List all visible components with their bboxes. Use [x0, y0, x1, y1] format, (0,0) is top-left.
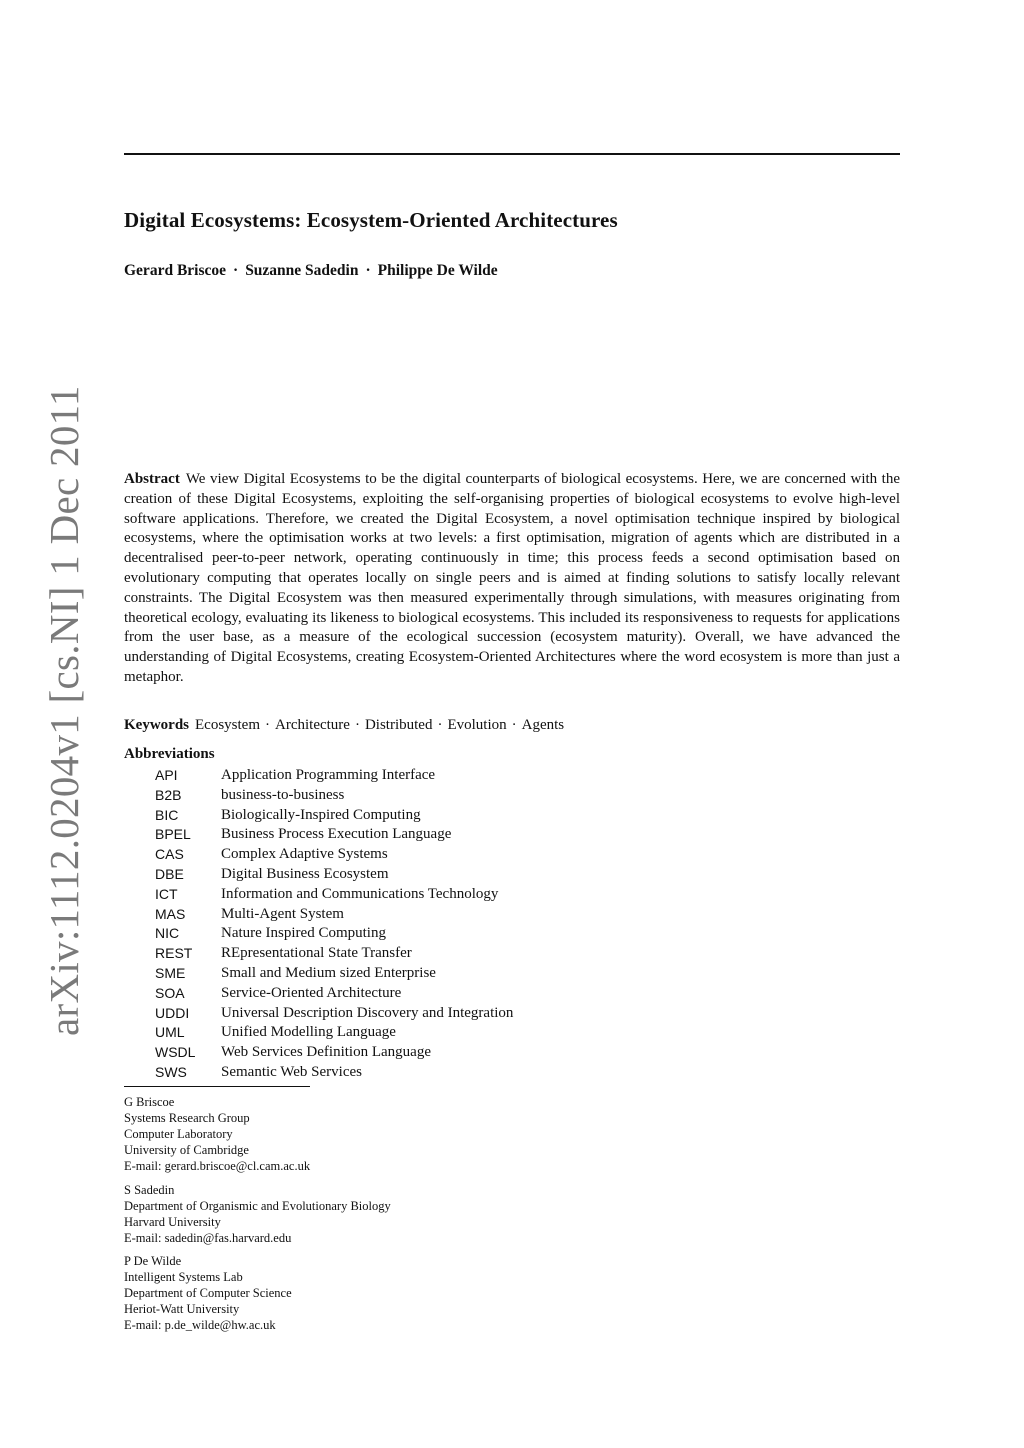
abbreviation-row — [155, 845, 513, 865]
abbreviation-row — [155, 944, 513, 964]
abbreviation-row — [155, 924, 513, 944]
header-rule — [124, 153, 900, 155]
abbreviation-value: Biologically-Inspired Computing — [221, 806, 421, 823]
keyword-separator: · — [511, 717, 517, 733]
keyword: Agents — [521, 717, 565, 733]
abbreviation-row — [155, 964, 513, 984]
abbreviation-value: Semantic Web Services — [221, 1063, 362, 1080]
abbreviation-key: BIC — [155, 806, 179, 823]
author-name: Suzanne Sadedin — [245, 262, 359, 279]
abbreviation-key: BPEL — [155, 826, 191, 843]
abbreviation-key: UML — [155, 1024, 185, 1041]
abbreviation-row — [155, 1063, 513, 1083]
author-separator: · — [365, 262, 371, 279]
abbreviation-row — [155, 1023, 513, 1043]
author-list — [124, 262, 498, 280]
keyword-separator: · — [265, 717, 270, 733]
affiliation-line: Harvard University — [124, 1215, 221, 1229]
author-name: Philippe De Wilde — [377, 262, 498, 279]
affiliation-line: Intelligent Systems Lab — [124, 1270, 243, 1284]
footnote-rule — [124, 1086, 310, 1087]
affiliation-sadedin — [124, 1182, 391, 1246]
abbreviation-key: SOA — [155, 984, 185, 1001]
abbreviation-key: NIC — [155, 925, 180, 942]
keyword: Distributed — [364, 717, 433, 733]
abbreviation-row — [155, 825, 513, 845]
abbreviation-key: SME — [155, 964, 186, 981]
author-name: Gerard Briscoe — [124, 262, 227, 279]
keyword: Architecture — [275, 717, 350, 733]
affiliation-email: E-mail: p.de_wilde@hw.ac.uk — [124, 1318, 276, 1332]
abbreviation-key: B2B — [155, 786, 182, 803]
abbreviation-row — [155, 806, 513, 826]
abbreviation-value: Web Services Definition Language — [221, 1044, 431, 1061]
paper-title: Digital Ecosystems: Ecosystem-Oriented Architectures — [124, 208, 618, 232]
affiliation-line: P De Wilde — [124, 1254, 182, 1268]
affiliation-line: S Sadedin — [124, 1183, 175, 1197]
affiliation-email: E-mail: gerard.briscoe@cl.cam.ac.uk — [124, 1159, 311, 1173]
arxiv-stamp: arXiv:1112.0204v1 [cs.NI] 1 Dec 2011 — [41, 385, 87, 1036]
abbreviation-key: ICT — [155, 885, 178, 902]
keywords — [124, 717, 564, 734]
abbreviation-value: Complex Adaptive Systems — [221, 846, 388, 863]
abbreviation-value: Application Programming Interface — [221, 767, 436, 783]
abbreviation-key: DBE — [155, 865, 184, 882]
affiliation-line: G Briscoe — [124, 1095, 175, 1109]
abbreviation-row — [155, 984, 513, 1004]
abstract-label: Abstract — [124, 471, 180, 487]
affiliation-email: E-mail: sadedin@fas.harvard.edu — [124, 1231, 292, 1245]
abbreviation-key: WSDL — [155, 1044, 196, 1061]
abbreviation-value: Unified Modelling Language — [221, 1024, 396, 1041]
abbreviation-value: Nature Inspired Computing — [221, 925, 386, 942]
abbreviation-key: SWS — [155, 1063, 187, 1080]
abbreviation-value: Business Process Execution Language — [221, 826, 452, 843]
abbreviation-row — [155, 1043, 513, 1063]
affiliation-line: Computer Laboratory — [124, 1127, 233, 1141]
abbreviation-row — [155, 905, 513, 925]
abbreviation-value: Digital Business Ecosystem — [221, 865, 389, 882]
abbreviation-value: Service-Oriented Architecture — [221, 984, 402, 1001]
abbreviations-heading: Abbreviations — [124, 746, 215, 762]
affiliation-line: University of Cambridge — [124, 1143, 249, 1157]
author-separator: · — [233, 262, 239, 279]
abbreviation-row — [155, 885, 513, 905]
keyword: Evolution — [447, 717, 507, 733]
abbreviation-key: REST — [155, 945, 193, 962]
keyword: Ecosystem — [195, 717, 260, 733]
abbreviation-value: Multi-Agent System — [221, 905, 344, 922]
abbreviation-row — [155, 766, 513, 786]
abbreviation-key: CAS — [155, 846, 184, 863]
abbreviation-value: REpresentational State Transfer — [221, 945, 412, 962]
abbreviation-value: Universal Description Discovery and Integration — [221, 1004, 514, 1021]
abstract-text: We view Digital Ecosystems to be the digital counterparts of biological ecosystems. Here, we are concerned with the creation of these Digital Ecosystems, exploiting the self-organising properties of biological ecosystems to evolve high-level software applications. Therefore, we created the Digital Ecosystem, a novel optimisation technique inspired by biological ecosystems, where the optimisation works at two levels: a first optimisation, migration of agents which are distributed in a decentralised peer-to-peer network, operating continuously in time; this process feeds a second optimisation based on evolutionary computing that operates locally on single peers and is aimed at finding solutions to satisfy locally relevant constraints. The Digital Ecosystem was then measured experimentally through simulations, with measures originating from theoretical ecology, evaluating its likeness to biological ecosystems. This included its responsiveness to requests for applications from the user base, as a measure of the ecological succession (ecosystem maturity). Overall, we have advanced the understanding of Digital Ecosystems, creating Ecosystem-Oriented Architectures where the word ecosystem is more than just a metaphor. — [124, 471, 900, 685]
keyword-separator: · — [437, 717, 443, 733]
abbreviation-row — [155, 1004, 513, 1024]
abbreviation-key: API — [155, 767, 178, 783]
affiliation-line: Department of Computer Science — [124, 1286, 292, 1300]
affiliation-line: Heriot-Watt University — [124, 1302, 240, 1316]
abbreviation-row — [155, 786, 513, 806]
abbreviation-value: Small and Medium sized Enterprise — [221, 964, 436, 981]
abbreviation-key: MAS — [155, 905, 186, 922]
abbreviation-value: Information and Communications Technology — [221, 885, 499, 902]
abbreviation-value: business-to-business — [221, 786, 345, 803]
abbreviation-key: UDDI — [155, 1004, 190, 1021]
keyword-separator: · — [354, 717, 360, 733]
affiliation-line: Systems Research Group — [124, 1111, 250, 1125]
affiliation-briscoe — [124, 1094, 310, 1174]
abstract — [124, 470, 900, 688]
abbreviation-row — [155, 865, 513, 885]
abbreviations-list — [155, 766, 513, 1083]
keywords-label: Keywords — [124, 717, 189, 733]
affiliation-line: Department of Organismic and Evolutionary Biology — [124, 1199, 391, 1213]
affiliation-de-wilde — [124, 1253, 292, 1333]
